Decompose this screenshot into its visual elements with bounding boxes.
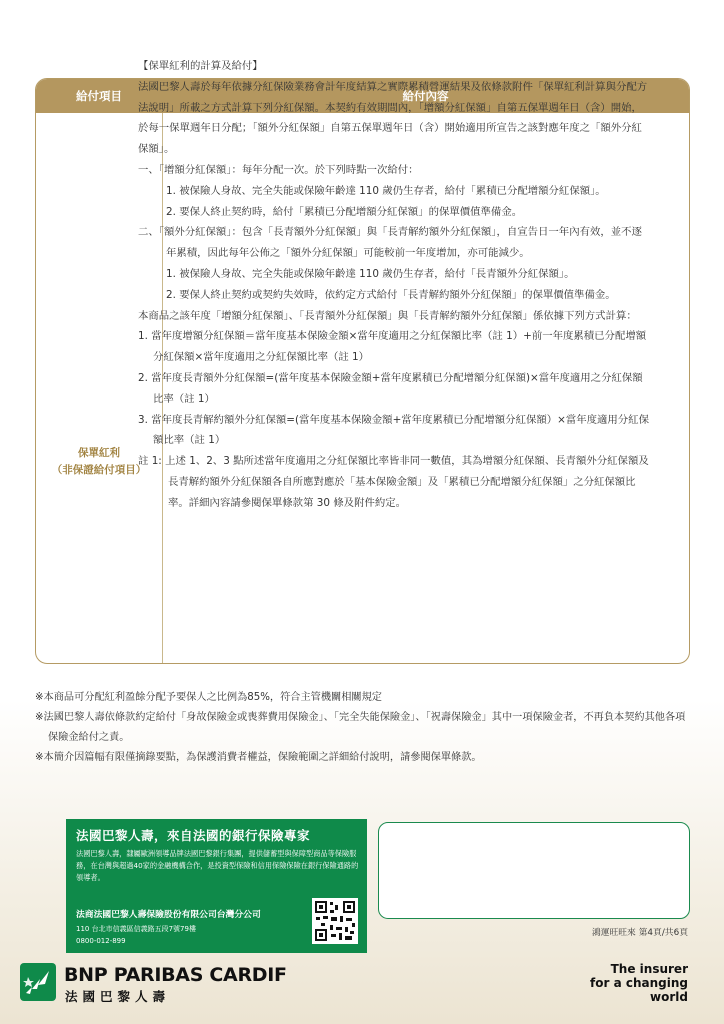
formula-item: 1. 當年度增額分紅保額＝當年度基本保險金額×當年度適用之分紅保額比率（註 1）+前一年度累積已分配增額分紅保額×當年度適用之分紅保額比率（註 1） [138,330,647,364]
blank-box [378,822,690,919]
slogan-line: world [650,990,688,1004]
content-paragraph: 法國巴黎人壽於每年依據分紅保險業務會計年度結算之實際累積營運結果及依條款附件「保單紅利計算與分配方法說明」所載之方式計算下列分紅保額。本契約有效期間內，「增額分紅保額」自第五保單週年日（含）開始，於每一保單週年日分配；「額外分紅保額」自第五保單週年日（含）開始適用所宣告之該對應年度之「額外分紅保額」。 [138,80,648,156]
brand-name: BNP PARIBAS CARDIF [64,964,287,986]
content-section-2: 二、「額外分紅保額」：包含「長青額外分紅保額」與「長青解約額外分紅保額」，自宣告日一年內有效，並不逐年累積，因此每年公佈之「額外分紅保額」可能較前一年度增加，亦可能減少。 [138,226,642,260]
header-content: 給付內容 [402,89,449,103]
promo-title: 法國巴黎人壽，來自法國的銀行保險專家 [76,828,311,843]
promo-box [66,819,367,953]
company-phone: 0800-012-899 [76,937,126,945]
content-paragraph: 本商品之該年度「增額分紅保額」、「長青額外分紅保額」與「長青解約額外分紅保額」係依據下列方式計算： [138,309,637,322]
brand-name-cn: 法國巴黎人壽 [65,989,171,1004]
promo-description: 法國巴黎人壽，隸屬歐洲領導品牌法國巴黎銀行集團，提供儲蓄型與保障型商品等保險服務，在台灣與超過40家的金融機構合作，是投資型保險和信用保險保險在銀行保險通路的領導者。 [76,849,359,882]
qr-code-icon[interactable] [312,898,358,944]
brand-slogan [590,962,688,1004]
content-item: 1. 被保險人身故、完全失能或保險年齡達 110 歲仍生存者，給付「長青額外分紅保額」。 [166,267,575,280]
benefit-content [138,56,650,514]
slogan-line: for a changing [590,976,688,990]
note: ※法國巴黎人壽依條款約定給付「身故保險金或喪葬費用保險金」、「完全失能保險金」、「祝壽保險金」其中一項保險金者，不再負本契約其他各項保險金給付之責。 [35,712,686,743]
content-item: 2. 要保人終止契約或契約失效時，依約定方式給付「長青解約額外分紅保額」的保單價值準備金。 [166,288,616,301]
formula-item: 3. 當年度長青解約額外分紅保額=(當年度基本保險金額+當年度累積已分配增額分紅保額）×當年度適用分紅保額比率（註 1） [138,413,649,447]
note: ※本簡介因篇幅有限僅摘錄要點，為保護消費者權益，保險範圍之詳細給付說明，請參閱保單條款。 [35,752,482,763]
note: ※本商品可分配紅利盈餘分配予要保人之比例為85%，符合主管機關相關規定 [35,692,382,703]
content-section-1: 一、「增額分紅保額」：每年分配一次。於下列時點一次給付： [138,163,419,176]
slogan-line: The insurer [610,962,688,976]
content-item: 1. 被保險人身故、完全失能或保險年齡達 110 歲仍生存者，給付「累積已分配增額分紅保額」。 [166,184,606,197]
company-address: 110 台北市信義區信義路五段7號79樓 [76,925,196,933]
content-item: 2. 要保人終止契約時，給付「累積已分配增額分紅保額」的保單價值準備金。 [166,205,523,218]
formula-item: 2. 當年度長青額外分紅保額=(當年度基本保險金額+當年度累積已分配增額分紅保額)×當年度適用之分紅保額比率（註 1） [138,371,643,405]
company-contact [76,923,196,947]
company-name: 法商法國巴黎人壽保險股份有限公司台灣分公司 [76,910,261,920]
footnote: 註 1: 上述 1、2、3 點所述當年度適用之分紅保額比率皆非同一數值，其為增額分紅保額、長青額外分紅保額及長青解約額外分紅保額各自所應對應於「基本保險金額」及「累積已分配增額分紅保額」之分紅保額比率。詳細內容請參閱保單條款第 30 條及附件約定。 [138,455,649,509]
header-item: 給付項目 [76,89,122,103]
notes [35,688,695,768]
page-info: 鴻運旺旺來 第4頁/共6頁 [591,928,688,938]
item-label-line2: （非保證給付項目） [51,464,147,476]
content-heading: 【保單紅利的計算及給付】 [138,60,263,72]
bnp-stars-icon [20,963,56,1001]
item-label-line1: 保單紅利 [78,447,120,459]
